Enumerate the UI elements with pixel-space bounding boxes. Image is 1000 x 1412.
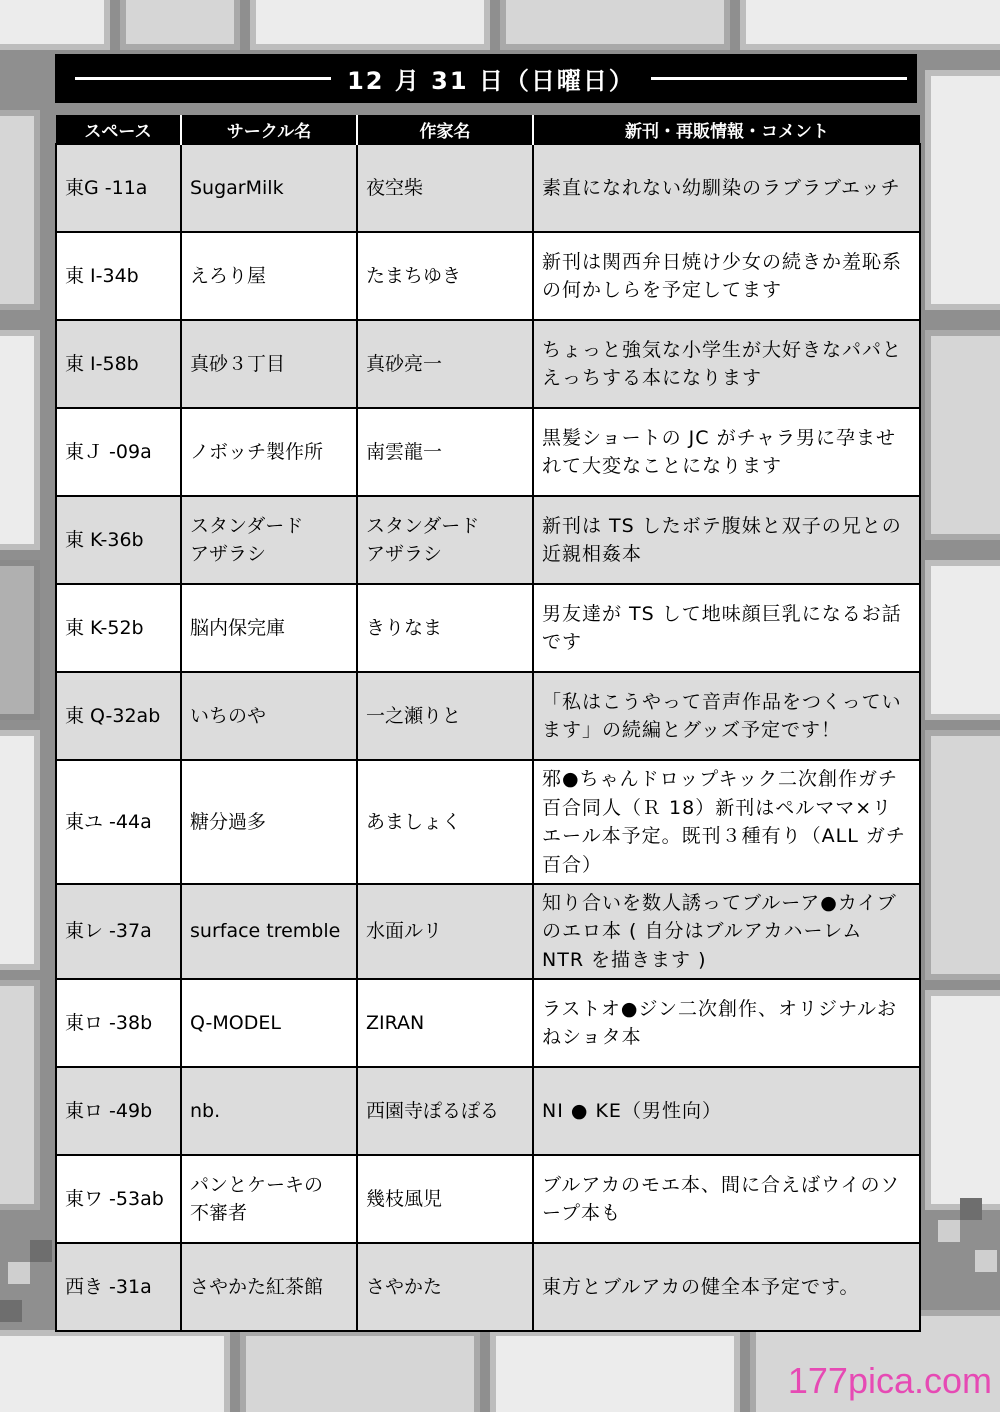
cell-comment: 「私はこうやって音声作品をつくっています」の続編とグッズ予定です！	[533, 672, 920, 760]
table-row	[56, 1243, 920, 1331]
cell-comment: 素直になれない幼馴染のラブラブエッチ	[533, 144, 920, 232]
cell-author: スタンダード アザラシ	[357, 496, 533, 584]
table-header-row	[56, 115, 920, 144]
cell-comment: 東方とブルアカの健全本予定です。	[533, 1243, 920, 1331]
cell-circle: さやかた紅茶館	[181, 1243, 357, 1331]
cell-space: 東ワ -53ab	[56, 1155, 181, 1243]
cell-author: 真砂亮一	[357, 320, 533, 408]
cell-comment: 黒髪ショートの JC がチャラ男に孕ませれて大変なことになります	[533, 408, 920, 496]
table-row	[56, 144, 920, 232]
cell-circle: 糖分過多	[181, 760, 357, 884]
cell-space: 東 Q-32ab	[56, 672, 181, 760]
cell-circle: ノボッチ製作所	[181, 408, 357, 496]
cell-space: 西き -31a	[56, 1243, 181, 1331]
date-header	[55, 54, 917, 103]
cell-author: さやかた	[357, 1243, 533, 1331]
cell-space: 東レ -37a	[56, 884, 181, 979]
table-row	[56, 979, 920, 1067]
cell-space: 東 I-34b	[56, 232, 181, 320]
cell-space: 東 K-52b	[56, 584, 181, 672]
cell-comment: 新刊は関西弁日焼け少女の続きか羞恥系の何かしらを予定してます	[533, 232, 920, 320]
cell-author: ZIRAN	[357, 979, 533, 1067]
header-rule-right	[651, 77, 907, 80]
cell-author: 南雲龍一	[357, 408, 533, 496]
table-row	[56, 760, 920, 884]
cell-space: 東ユ -44a	[56, 760, 181, 884]
cell-author: きりなま	[357, 584, 533, 672]
table-row	[56, 584, 920, 672]
column-header-circle: サークル名	[181, 115, 357, 144]
column-header-comment: 新刊・再販情報・コメント	[533, 115, 920, 144]
cell-comment: NI ● KE（男性向）	[533, 1067, 920, 1155]
cell-circle: いちのや	[181, 672, 357, 760]
cell-circle: えろり屋	[181, 232, 357, 320]
cell-author: 夜空柴	[357, 144, 533, 232]
cell-comment: 知り合いを数人誘ってブルーア●カイブのエロ本 ( 自分はブルアカハーレム NTR を描きます )	[533, 884, 920, 979]
table-row	[56, 320, 920, 408]
cell-author: 一之瀬りと	[357, 672, 533, 760]
cell-circle: nb.	[181, 1067, 357, 1155]
table-row	[56, 408, 920, 496]
cell-space: 東ロ -38b	[56, 979, 181, 1067]
table-row	[56, 496, 920, 584]
cell-author: あましょく	[357, 760, 533, 884]
table-row	[56, 884, 920, 979]
cell-author: たまちゆき	[357, 232, 533, 320]
circle-schedule-table	[55, 115, 921, 1332]
table-row	[56, 1155, 920, 1243]
cell-author: 西園寺ぽるぽる	[357, 1067, 533, 1155]
cell-circle: surface tremble	[181, 884, 357, 979]
cell-author: 幾枝風児	[357, 1155, 533, 1243]
cell-comment: ブルアカのモエ本、間に合えばウイのソープ本も	[533, 1155, 920, 1243]
site-watermark: 177pica.com	[787, 1360, 992, 1401]
cell-comment: ラストオ●ジン二次創作、オリジナルおねショタ本	[533, 979, 920, 1067]
cell-author: 水面ルリ	[357, 884, 533, 979]
cell-comment: 新刊は TS したボテ腹妹と双子の兄との近親相姦本	[533, 496, 920, 584]
cell-circle: SugarMilk	[181, 144, 357, 232]
cell-comment: 男友達が TS して地味顔巨乳になるお話です	[533, 584, 920, 672]
cell-space: 東G -11a	[56, 144, 181, 232]
cell-space: 東Ｊ -09a	[56, 408, 181, 496]
table-row	[56, 672, 920, 760]
column-header-space: スペース	[56, 115, 181, 144]
cell-circle: スタンダード アザラシ	[181, 496, 357, 584]
cell-circle: Q-MODEL	[181, 979, 357, 1067]
cell-circle: パンとケーキの 不審者	[181, 1155, 357, 1243]
table-row	[56, 232, 920, 320]
cell-space: 東 K-36b	[56, 496, 181, 584]
cell-circle: 真砂３丁目	[181, 320, 357, 408]
cell-comment: 邪●ちゃんドロップキック二次創作ガチ百合同人（Ｒ 18）新刊はペルママ×リエール本予定。既刊３種有り（ALL ガチ百合）	[533, 760, 920, 884]
column-header-author: 作家名	[357, 115, 533, 144]
cell-comment: ちょっと強気な小学生が大好きなパパとえっちする本になります	[533, 320, 920, 408]
date-title: 12 月 31 日（日曜日）	[347, 67, 635, 95]
header-rule-left	[75, 77, 331, 80]
cell-circle: 脳内保完庫	[181, 584, 357, 672]
cell-space: 東ロ -49b	[56, 1067, 181, 1155]
cell-space: 東 I-58b	[56, 320, 181, 408]
table-row	[56, 1067, 920, 1155]
